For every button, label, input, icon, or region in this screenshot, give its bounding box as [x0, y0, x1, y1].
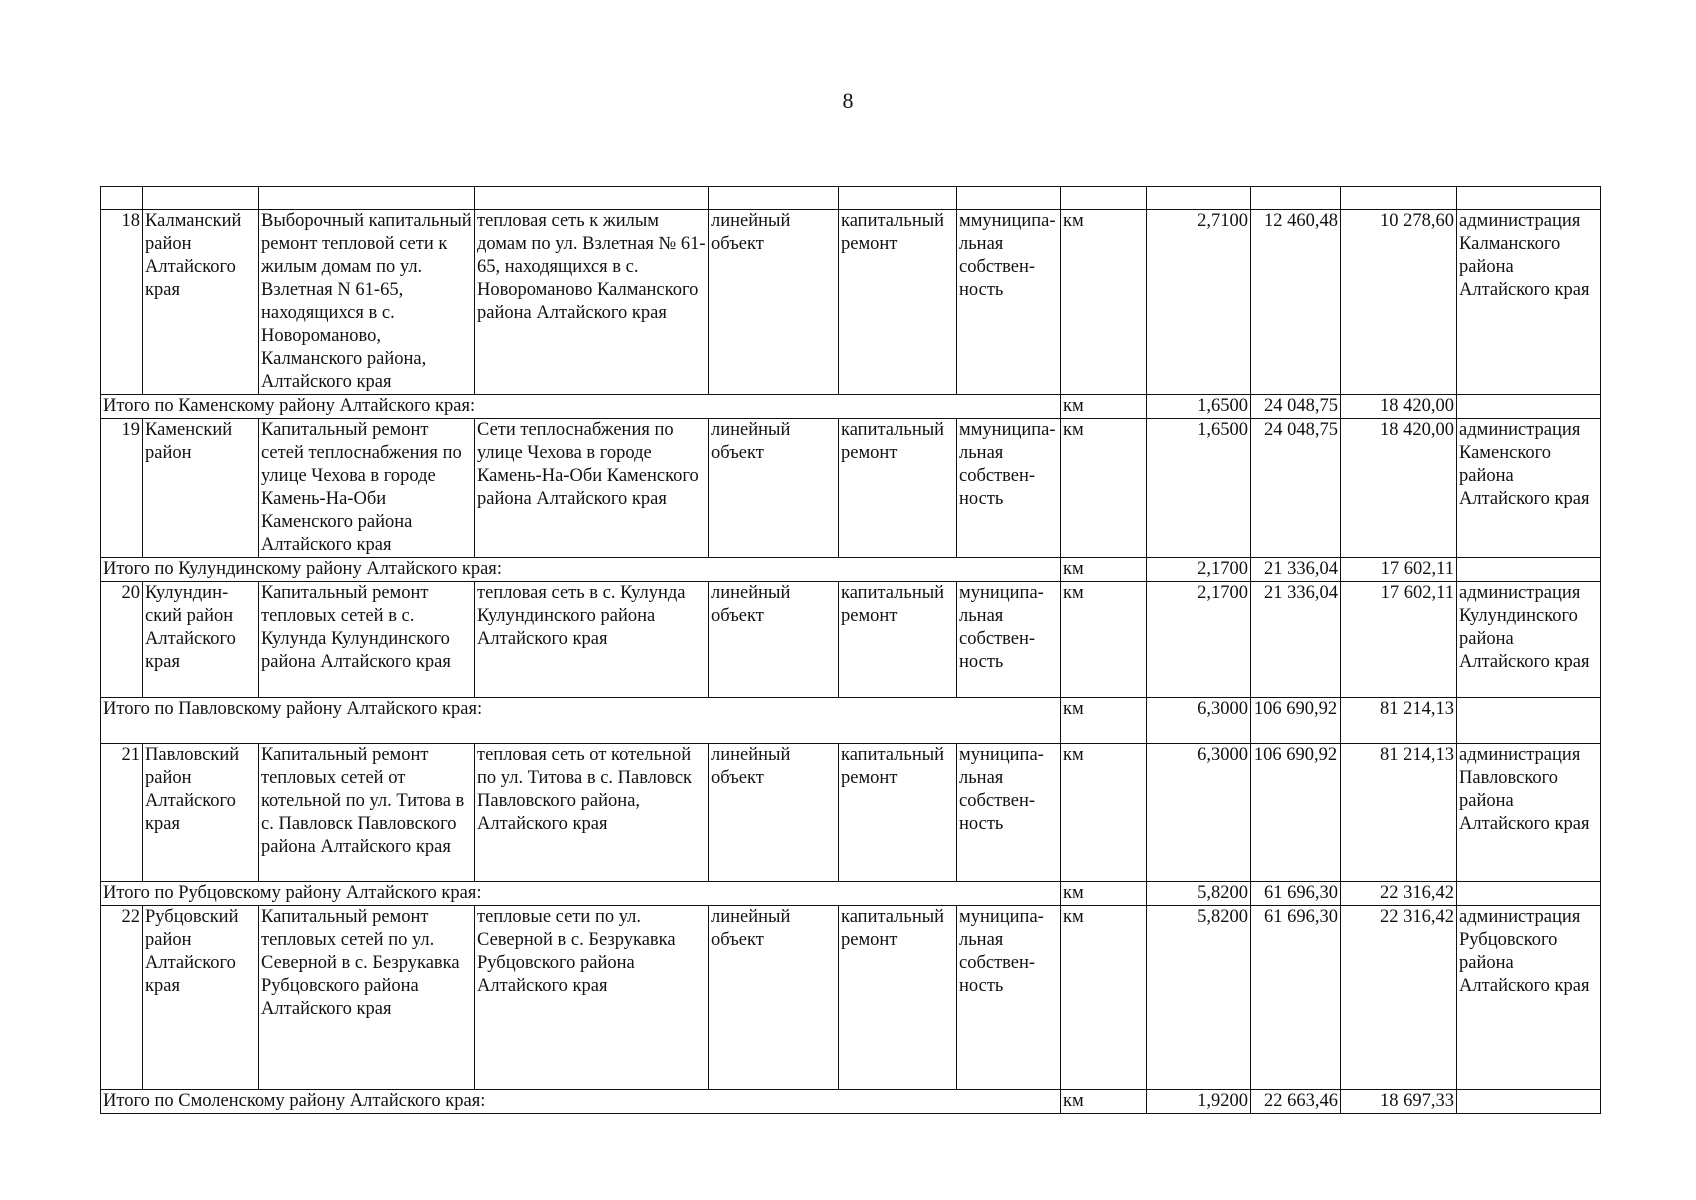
object-cell: Сети теплоснабжения по улице Чехова в городе Камень-На-Оби Каменского района Алтайского края — [475, 419, 709, 558]
district-cell: Павловский район Алтайского края — [143, 744, 259, 882]
recipient-cell: администрация Павловского района Алтайского края — [1457, 744, 1601, 882]
header-cell — [1147, 187, 1251, 210]
district-cell: Рубцовский район Алтайского края — [143, 906, 259, 1090]
table-row — [101, 419, 1601, 558]
work-type-cell: капитальный ремонт — [839, 906, 957, 1090]
recipient-cell: администрация Калманского района Алтайского края — [1457, 210, 1601, 395]
object-cell: тепловая сеть от котельной по ул. Титова в с. Павловск Павловского района, Алтайского края — [475, 744, 709, 882]
unit-cell: км — [1061, 210, 1147, 395]
total-row — [101, 882, 1601, 906]
object-type-cell: линейный объект — [709, 906, 839, 1090]
total-unit: км — [1061, 395, 1147, 419]
total-label: Итого по Кулундинскому району Алтайского края: — [101, 558, 1061, 582]
length-cell: 2,7100 — [1147, 210, 1251, 395]
work-type-cell: капитальный ремонт — [839, 744, 957, 882]
total-empty — [1457, 698, 1601, 744]
total-cost-part: 81 214,13 — [1341, 698, 1457, 744]
total-length: 5,8200 — [1147, 882, 1251, 906]
work-description-cell: Капитальный ремонт тепловых сетей от котельной по ул. Титова в с. Павловск Павловского района Алтайского края — [259, 744, 475, 882]
ownership-cell: ммуниципа- льная собствен- ность — [957, 210, 1061, 395]
total-cost-part: 18 697,33 — [1341, 1090, 1457, 1114]
header-cell — [1061, 187, 1147, 210]
header-cell — [143, 187, 259, 210]
total-length: 2,1700 — [1147, 558, 1251, 582]
unit-cell: км — [1061, 744, 1147, 882]
recipient-cell: администрация Каменского района Алтайского края — [1457, 419, 1601, 558]
cost-part-cell: 10 278,60 — [1341, 210, 1457, 395]
total-label: Итого по Павловскому району Алтайского края: — [101, 698, 1061, 744]
header-cell — [475, 187, 709, 210]
ownership-cell: муниципа- льная собствен- ность — [957, 582, 1061, 698]
object-cell: тепловые сети по ул. Северной в с. Безрукавка Рубцовского района Алтайского края — [475, 906, 709, 1090]
length-cell: 2,1700 — [1147, 582, 1251, 698]
cost-part-cell: 18 420,00 — [1341, 419, 1457, 558]
total-unit: км — [1061, 1090, 1147, 1114]
total-label: Итого по Рубцовскому району Алтайского края: — [101, 882, 1061, 906]
row-number: 22 — [101, 906, 143, 1090]
recipient-cell: администрация Кулундинского района Алтайского края — [1457, 582, 1601, 698]
total-empty — [1457, 1090, 1601, 1114]
total-empty — [1457, 558, 1601, 582]
ownership-cell: муниципа- льная собствен- ность — [957, 906, 1061, 1090]
work-type-cell: капитальный ремонт — [839, 210, 957, 395]
cost-total-cell: 24 048,75 — [1251, 419, 1341, 558]
object-type-cell: линейный объект — [709, 744, 839, 882]
header-cell — [957, 187, 1061, 210]
total-empty — [1457, 882, 1601, 906]
length-cell: 1,6500 — [1147, 419, 1251, 558]
district-cell: Каменский район — [143, 419, 259, 558]
row-number: 20 — [101, 582, 143, 698]
recipient-cell: администрация Рубцовского района Алтайского края — [1457, 906, 1601, 1090]
total-cost: 61 696,30 — [1251, 882, 1341, 906]
row-number: 18 — [101, 210, 143, 395]
table-header-row — [101, 187, 1601, 210]
district-cell: Калманский район Алтайского края — [143, 210, 259, 395]
object-cell: тепловая сеть в с. Кулунда Кулундинского района Алтайского края — [475, 582, 709, 698]
length-cell: 6,3000 — [1147, 744, 1251, 882]
object-type-cell: линейный объект — [709, 419, 839, 558]
total-cost: 22 663,46 — [1251, 1090, 1341, 1114]
total-length: 1,9200 — [1147, 1090, 1251, 1114]
total-cost: 106 690,92 — [1251, 698, 1341, 744]
header-cell — [1457, 187, 1601, 210]
object-cell: тепловая сеть к жилым домам по ул. Взлетная № 61-65, находящихся в с. Новороманово Калманского района Алтайского края — [475, 210, 709, 395]
cost-part-cell: 81 214,13 — [1341, 744, 1457, 882]
header-cell — [1341, 187, 1457, 210]
total-unit: км — [1061, 882, 1147, 906]
work-type-cell: капитальный ремонт — [839, 419, 957, 558]
total-row — [101, 558, 1601, 582]
cost-total-cell: 12 460,48 — [1251, 210, 1341, 395]
table-row — [101, 582, 1601, 698]
total-cost-part: 22 316,42 — [1341, 882, 1457, 906]
cost-part-cell: 17 602,11 — [1341, 582, 1457, 698]
table-row — [101, 210, 1601, 395]
cost-total-cell: 106 690,92 — [1251, 744, 1341, 882]
total-cost-part: 18 420,00 — [1341, 395, 1457, 419]
cost-part-cell: 22 316,42 — [1341, 906, 1457, 1090]
object-type-cell: линейный объект — [709, 210, 839, 395]
header-cell — [839, 187, 957, 210]
total-unit: км — [1061, 698, 1147, 744]
work-type-cell: капитальный ремонт — [839, 582, 957, 698]
total-cost: 24 048,75 — [1251, 395, 1341, 419]
total-unit: км — [1061, 558, 1147, 582]
length-cell: 5,8200 — [1147, 906, 1251, 1090]
header-cell — [101, 187, 143, 210]
work-description-cell: Капитальный ремонт сетей теплоснабжения по улице Чехова в городе Камень-На-Оби Каменского района Алтайского края — [259, 419, 475, 558]
table-row — [101, 906, 1601, 1090]
work-description-cell: Капитальный ремонт тепловых сетей по ул. Северной в с. Безрукавка Рубцовского района Алтайского края — [259, 906, 475, 1090]
work-description-cell: Выборочный капитальный ремонт тепловой сети к жилым домам по ул. Взлетная N 61-65, находящихся в с. Новороманово, Калманского района, Алтайского края — [259, 210, 475, 395]
cost-total-cell: 61 696,30 — [1251, 906, 1341, 1090]
total-length: 6,3000 — [1147, 698, 1251, 744]
work-description-cell: Капитальный ремонт тепловых сетей в с. Кулунда Кулундинского района Алтайского края — [259, 582, 475, 698]
total-cost: 21 336,04 — [1251, 558, 1341, 582]
ownership-cell: муниципа- льная собствен- ность — [957, 744, 1061, 882]
header-cell — [709, 187, 839, 210]
total-row — [101, 698, 1601, 744]
funding-table — [100, 186, 1601, 1114]
cost-total-cell: 21 336,04 — [1251, 582, 1341, 698]
district-cell: Кулундин- ский район Алтайского края — [143, 582, 259, 698]
object-type-cell: линейный объект — [709, 582, 839, 698]
unit-cell: км — [1061, 906, 1147, 1090]
total-row — [101, 1090, 1601, 1114]
total-label: Итого по Смоленскому району Алтайского края: — [101, 1090, 1061, 1114]
header-cell — [1251, 187, 1341, 210]
total-length: 1,6500 — [1147, 395, 1251, 419]
table-row — [101, 744, 1601, 882]
total-row — [101, 395, 1601, 419]
row-number: 21 — [101, 744, 143, 882]
header-cell — [259, 187, 475, 210]
total-empty — [1457, 395, 1601, 419]
row-number: 19 — [101, 419, 143, 558]
ownership-cell: ммуниципа- льная собствен- ность — [957, 419, 1061, 558]
page-number: 8 — [842, 88, 854, 113]
unit-cell: км — [1061, 419, 1147, 558]
unit-cell: км — [1061, 582, 1147, 698]
total-cost-part: 17 602,11 — [1341, 558, 1457, 582]
total-label: Итого по Каменскому району Алтайского края: — [101, 395, 1061, 419]
